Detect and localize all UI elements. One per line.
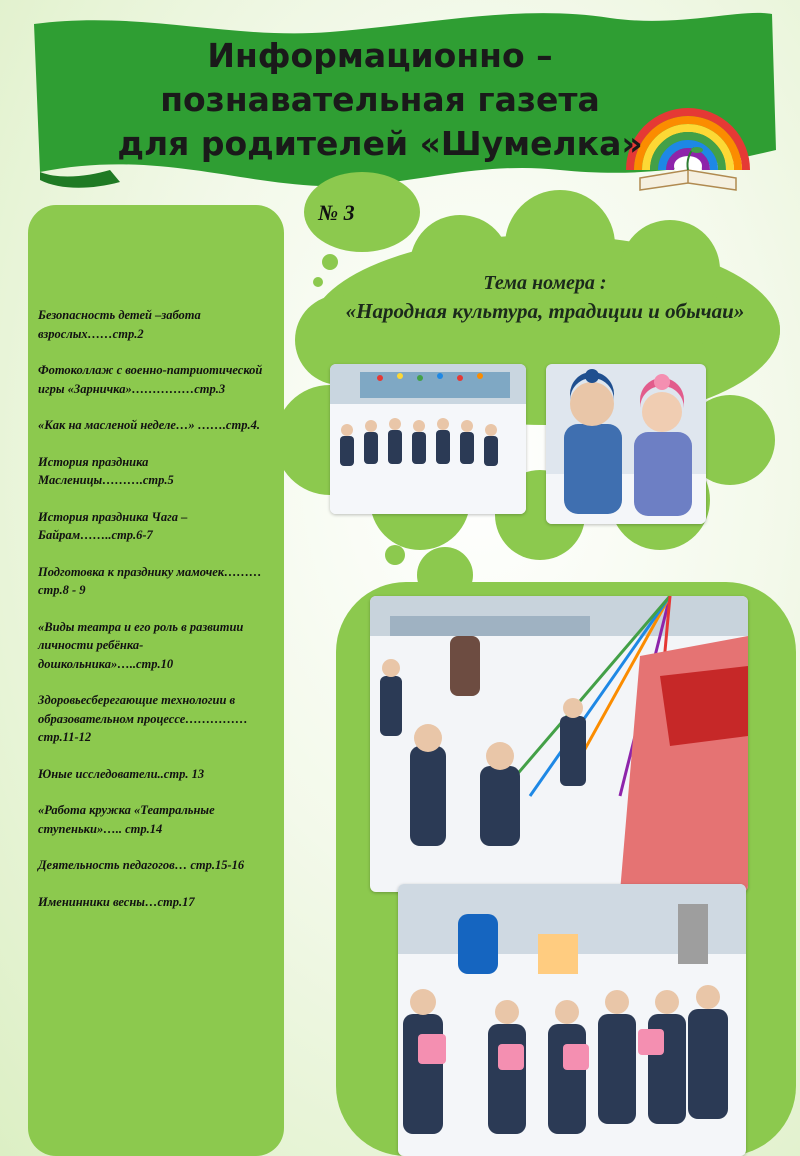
title-line-2: познавательная газета bbox=[160, 80, 600, 119]
toc-item[interactable]: Юные исследователи..стр. 13 bbox=[38, 766, 205, 781]
table-of-contents bbox=[38, 306, 274, 929]
toc-item[interactable]: Безопасность детей –забота взрослых……стр.2 bbox=[38, 308, 201, 341]
theme-label: Тема номера : bbox=[483, 272, 607, 294]
toc-item[interactable]: Именинники весны…стр.17 bbox=[38, 894, 195, 909]
toc-item[interactable]: Фотоколлаж с военно-патриотической игры «Зарничка»……………стр.3 bbox=[38, 363, 263, 396]
title-line-1: Информационно – bbox=[207, 36, 553, 75]
toc-item[interactable]: «Как на масленой неделе…» …….стр.4. bbox=[38, 418, 260, 432]
newspaper-title bbox=[100, 34, 660, 166]
title-line-3: для родителей «Шумелка» bbox=[117, 124, 643, 163]
photo-children-with-letters bbox=[398, 884, 746, 1156]
issue-number: № 3 bbox=[318, 200, 355, 225]
toc-item[interactable]: Подготовка к празднику мамочек………стр.8 - 9 bbox=[38, 564, 262, 597]
photo-children-group bbox=[330, 364, 526, 514]
toc-item[interactable]: История праздника Масленицы……….стр.5 bbox=[38, 454, 174, 487]
theme-text: «Народная культура, традиции и обычаи» bbox=[345, 299, 745, 323]
toc-item[interactable]: «Работа кружка «Театральные ступеньки»….. стр.14 bbox=[38, 803, 215, 836]
toc-item[interactable]: История праздника Чага – Байрам……..стр.6-7 bbox=[38, 509, 188, 542]
photo-two-children bbox=[546, 364, 706, 524]
toc-item[interactable]: «Виды театра и его роль в развитии личности ребёнка-дошкольника»…..стр.10 bbox=[38, 619, 244, 671]
toc-item[interactable]: Здоровьесберегающие технологии в образовательном процессе……………стр.11-12 bbox=[38, 693, 248, 744]
toc-item[interactable]: Деятельность педагогов… стр.15-16 bbox=[38, 858, 245, 872]
photo-maypole-dance bbox=[370, 596, 748, 892]
